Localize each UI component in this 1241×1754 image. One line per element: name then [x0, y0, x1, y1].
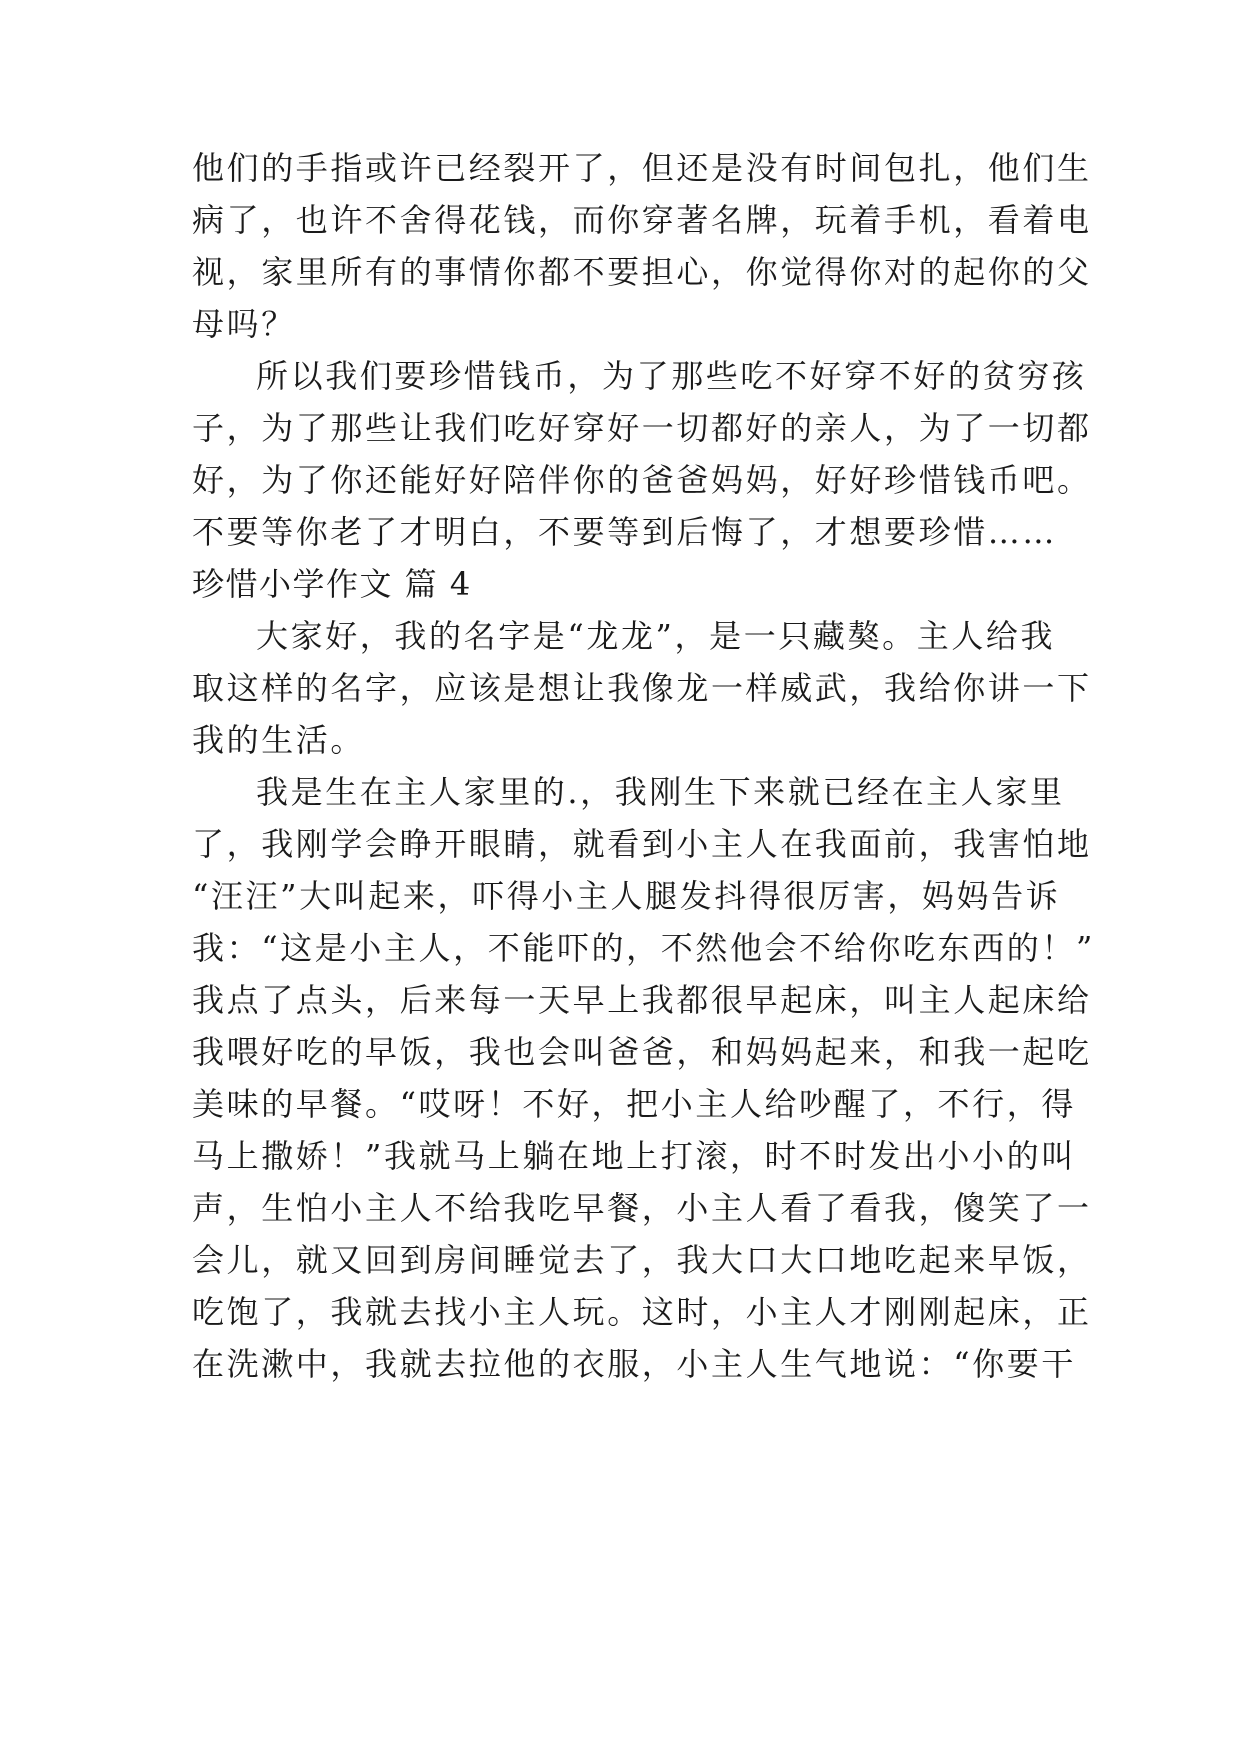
paragraph-first-line: 所以我们要珍惜钱币，为了那些吃不好穿不好的贫穷孩 — [256, 357, 1087, 395]
text-line: 我：“这是小主人，不能吓的，不然他会不给你吃东西的！” — [192, 929, 1095, 967]
text-line: 我点了点头，后来每一天早上我都很早起床，叫主人起床给 — [192, 981, 1092, 1019]
text-line: 声，生怕小主人不给我吃早餐，小主人看了看我，傻笑了一 — [192, 1189, 1092, 1227]
text-line: 不要等你老了才明白，不要等到后悔了，才想要珍惜…… — [192, 513, 1058, 551]
text-line: 我的生活。 — [192, 721, 366, 759]
text-line: 吃饱了，我就去找小主人玩。这时，小主人才刚刚起床，正 — [192, 1293, 1092, 1331]
text-line: “汪汪”大叫起来，吓得小主人腿发抖得很厉害，妈妈告诉 — [192, 877, 1061, 915]
text-line: 子，为了那些让我们吃好穿好一切都好的亲人，为了一切都 — [192, 409, 1092, 447]
text-line: 病了，也许不舍得花钱，而你穿著名牌，玩着手机，看着电 — [192, 201, 1092, 239]
section-heading: 珍惜小学作文 篇 4 — [192, 565, 472, 603]
text-line: 我喂好吃的早饭，我也会叫爸爸，和妈妈起来，和我一起吃 — [192, 1033, 1092, 1071]
paragraph-first-line: 大家好，我的名字是“龙龙”，是一只藏獒。主人给我 — [256, 617, 1056, 655]
text-line: 视，家里所有的事情你都不要担心，你觉得你对的起你的父 — [192, 253, 1092, 291]
text-line: 会儿，就又回到房间睡觉去了，我大口大口地吃起来早饭， — [192, 1241, 1092, 1279]
text-line: 马上撒娇！”我就马上躺在地上打滚，时不时发出小小的叫 — [192, 1137, 1076, 1175]
text-line: 取这样的名字，应该是想让我像龙一样威武，我给你讲一下 — [192, 669, 1092, 707]
text-line: 了，我刚学会睁开眼睛，就看到小主人在我面前，我害怕地 — [192, 825, 1092, 863]
text-line: 他们的手指或许已经裂开了，但还是没有时间包扎，他们生 — [192, 149, 1092, 187]
text-line: 美味的早餐。“哎呀！不好，把小主人给吵醒了，不行，得 — [192, 1085, 1076, 1123]
text-line: 好，为了你还能好好陪伴你的爸爸妈妈，好好珍惜钱币吧。 — [192, 461, 1092, 499]
paragraph-first-line: 我是生在主人家里的.，我刚生下来就已经在主人家里 — [256, 773, 1065, 811]
text-line: 母吗？ — [192, 305, 296, 343]
text-line: 在洗漱中，我就去拉他的衣服，小主人生气地说：“你要干 — [192, 1345, 1076, 1383]
